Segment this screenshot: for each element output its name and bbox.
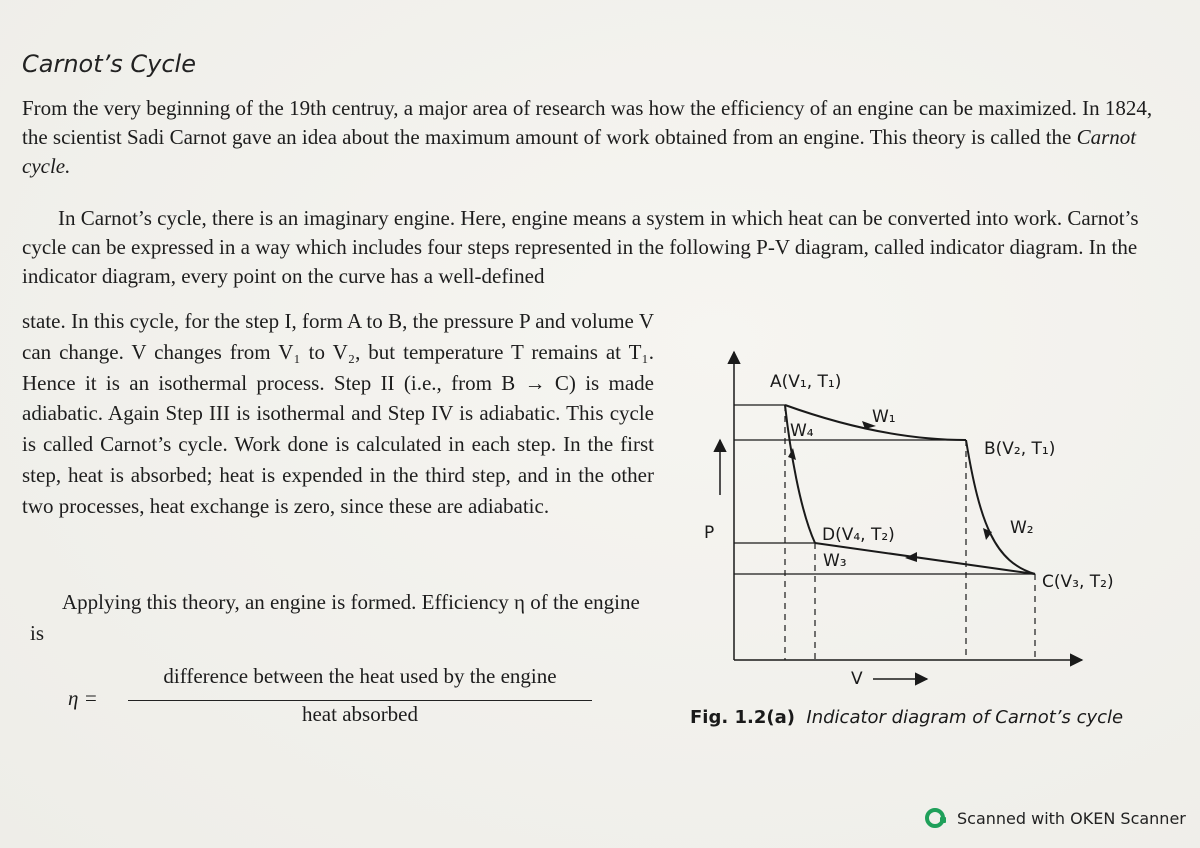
label-a: A(V₁, T₁) [770,372,842,392]
equation-denominator: heat absorbed [301,702,419,726]
arrow-cd [905,552,917,562]
label-v: V [851,669,863,689]
efficiency-paragraph [30,587,650,649]
label-b: B(V₂, T₁) [984,439,1056,459]
intro-paragraph [22,94,1167,181]
label-w4: W₄ [790,421,814,441]
intro-italic-term: Carnot cycle. [22,125,1137,178]
steps-paragraph: state. In this cycle, for the step I, form A to B, the pressure P and volume V can change. V changes from V₁ to V₂, but temperature T remains at T₁. Hence it is an isothermal process. Step II (i.e., from B → C) is made adiabatic. Again Step III is isothermal and Step IV is adiabatic. This cycle is called Carnot’s cycle. Work done is calculated in each step. In the first step, heat is absorbed; heat is expended in the third step, and in the other two processes, heat exchange is zero, since these are adiabatic. [22,309,654,518]
intro-text: From the very beginning of the 19th centruy, a major area of research was how the efficiency of an engine can be maximized. In 1824, the scientist Sadi Carnot gave an idea about the maximum amount of work obtained from an engine. This theory is called the [22,96,1153,149]
adiabat-bc [966,440,1035,574]
label-w1: W₁ [872,407,896,427]
indicator-diagram [690,340,1195,700]
figure-number: Fig. 1.2(a) [690,707,795,728]
equation-numerator: difference between the heat used by the engine [163,664,557,688]
scanner-text: Scanned with OKEN Scanner [957,808,1186,828]
label-c: C(V₃, T₂) [1042,572,1114,592]
scanner-watermark [925,808,1186,828]
scanner-logo-icon [925,808,945,828]
cycle-paragraph [22,204,1162,291]
isotherm-cd [815,543,1035,574]
label-w3: W₃ [823,551,847,571]
label-w2: W₂ [1010,518,1034,538]
label-d: D(V₄, T₂) [822,525,895,545]
figure-caption-text: Indicator diagram of Carnot’s cycle [806,707,1124,728]
efficiency-symbol: η = [68,686,98,710]
label-p: P [704,523,715,543]
efficiency-text: Applying this theory, an engine is formed. Efficiency η of the engine is [30,590,640,645]
cycle-text: In Carnot’s cycle, there is an imaginary engine. Here, engine means a system in which heat can be converted into work. Carnot’s cycle can be expressed in a way which includes four steps represented in the following P-V diagram, called indicator diagram. In the indicator diagram, every point on the curve has a well-defined [22,206,1139,288]
fraction-bar [128,700,592,701]
page-title: Carnot’s Cycle [22,50,196,78]
figure-caption [690,707,1123,728]
